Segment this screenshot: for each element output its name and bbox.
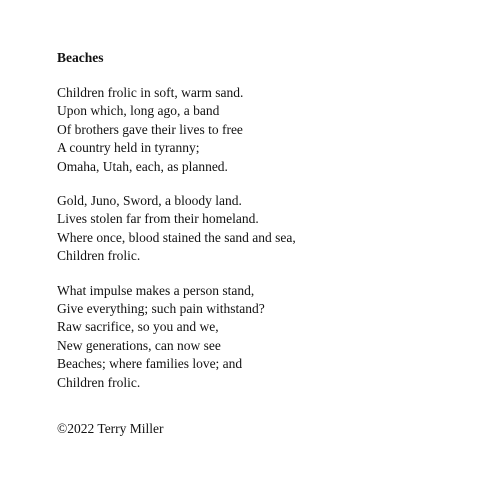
poem-page bbox=[57, 48, 477, 438]
poem-line: Give everything; such pain withstand? bbox=[57, 301, 265, 317]
stanza-3 bbox=[57, 282, 477, 392]
poem-line: Children frolic. bbox=[57, 374, 141, 390]
stanza-1 bbox=[57, 84, 477, 176]
stanza-2 bbox=[57, 192, 477, 266]
poem-line: Lives stolen far from their homeland. bbox=[57, 211, 259, 227]
poem-line: Gold, Juno, Sword, a bloody land. bbox=[57, 193, 242, 209]
poem-line: Children frolic. bbox=[57, 248, 141, 264]
poem-title: Beaches bbox=[57, 50, 104, 65]
poem-line: New generations, can now see bbox=[57, 337, 221, 353]
poem-line: Raw sacrifice, so you and we, bbox=[57, 319, 219, 335]
copyright-notice: ©2022 Terry Miller bbox=[57, 421, 164, 437]
poem-line: Children frolic in soft, warm sand. bbox=[57, 85, 244, 100]
poem-line: Upon which, long ago, a band bbox=[57, 103, 220, 119]
poem-line: A country held in tyranny; bbox=[57, 140, 200, 156]
poem-line: Beaches; where families love; and bbox=[57, 356, 243, 372]
poem-line: Where once, blood stained the sand and sea, bbox=[57, 229, 296, 245]
poem-line: What impulse makes a person stand, bbox=[57, 282, 255, 298]
poem-line: Of brothers gave their lives to free bbox=[57, 121, 243, 137]
poem-line: Omaha, Utah, each, as planned. bbox=[57, 158, 228, 174]
